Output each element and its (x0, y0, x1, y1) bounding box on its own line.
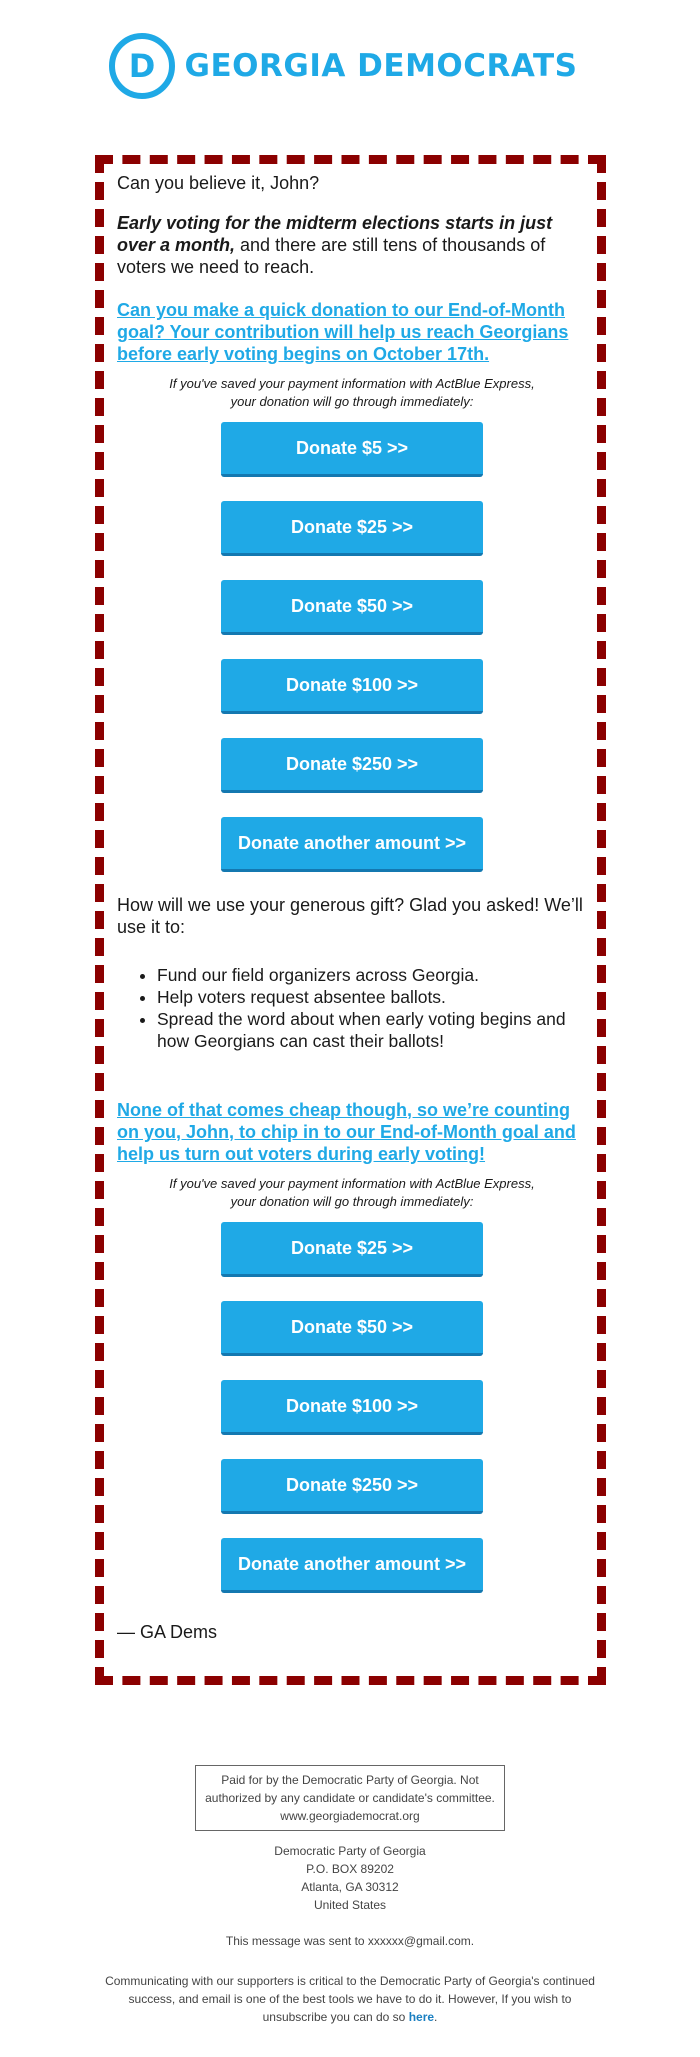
donate-25-button[interactable]: Donate $25 >> (221, 501, 483, 556)
email-content (117, 172, 587, 1661)
express-note-2: If you've saved your payment information with ActBlue Express, your donation will go through immediately: (169, 1176, 535, 1209)
intro-paragraph (117, 212, 587, 278)
democrats-d-logo-icon (109, 33, 175, 99)
svg-text:D: D (128, 47, 155, 85)
list-item: • Fund our field organizers across Georgia. (157, 964, 587, 986)
paid-for-disclaimer: Paid for by the Democratic Party of Georgia. Not authorized by any candidate or candidate's committee. www.georgiademocrat.org (195, 1765, 505, 1831)
donate-50-button[interactable]: Donate $50 >> (221, 1301, 483, 1356)
unsubscribe-link[interactable]: here (408, 2010, 435, 2024)
donate-5-button[interactable]: Donate $5 >> (221, 422, 483, 477)
use-of-funds-text: How will we use your generous gift? Glad you asked! We’ll use it to: (117, 895, 583, 937)
greeting: Can you believe it, John? (117, 173, 320, 193)
list-item: • Help voters request absentee ballots. (157, 986, 587, 1008)
donate-other-amount-button[interactable]: Donate another amount >> (221, 1538, 483, 1593)
donate-buttons-group-1 (117, 422, 587, 896)
donate-buttons-group-2 (117, 1222, 587, 1617)
brand-name: GEORGIA DEMOCRATS (184, 48, 578, 84)
use-of-funds-list (117, 964, 587, 1052)
intro-bold: Early voting for the midterm elections starts in just over a month, (117, 213, 553, 255)
donate-250-button[interactable]: Donate $250 >> (221, 738, 483, 793)
second-ask-link[interactable]: None of that comes cheap though, so we’re counting on you, John, to chip in to our End-of-Month goal and help us turn out voters during early voting! (117, 1100, 576, 1164)
intro-rest: and there are still tens of thousands of voters we need to reach. (117, 235, 546, 277)
signoff: — GA Dems (117, 1622, 218, 1642)
unsubscribe-text: Communicating with our supporters is critical to the Democratic Party of Georgia's continued success, and email is one of the best tools we have to do it. However, If you wish to unsubscribe you can do so here. (105, 1974, 595, 2024)
donate-50-button[interactable]: Donate $50 >> (221, 580, 483, 635)
mailing-address: Democratic Party of Georgia P.O. BOX 89202 Atlanta, GA 30312 United States (274, 1844, 426, 1912)
header-logo (0, 0, 700, 140)
donation-ask-link[interactable]: Can you make a quick donation to our End-of-Month goal? Your contribution will help us reach Georgians before early voting begins on October 17th. (117, 300, 569, 364)
donate-other-amount-button[interactable]: Donate another amount >> (221, 817, 483, 872)
sent-to-notice: This message was sent to xxxxxx@gmail.com. (225, 1934, 475, 1948)
express-note: If you've saved your payment information with ActBlue Express, your donation will go through immediately: (169, 376, 535, 409)
list-item: • Spread the word about when early voting begins and how Georgians can cast their ballots! (157, 1008, 587, 1052)
donate-25-button[interactable]: Donate $25 >> (221, 1222, 483, 1277)
donate-250-button[interactable]: Donate $250 >> (221, 1459, 483, 1514)
donate-100-button[interactable]: Donate $100 >> (221, 659, 483, 714)
donate-100-button[interactable]: Donate $100 >> (221, 1380, 483, 1435)
footer (0, 1765, 700, 2026)
